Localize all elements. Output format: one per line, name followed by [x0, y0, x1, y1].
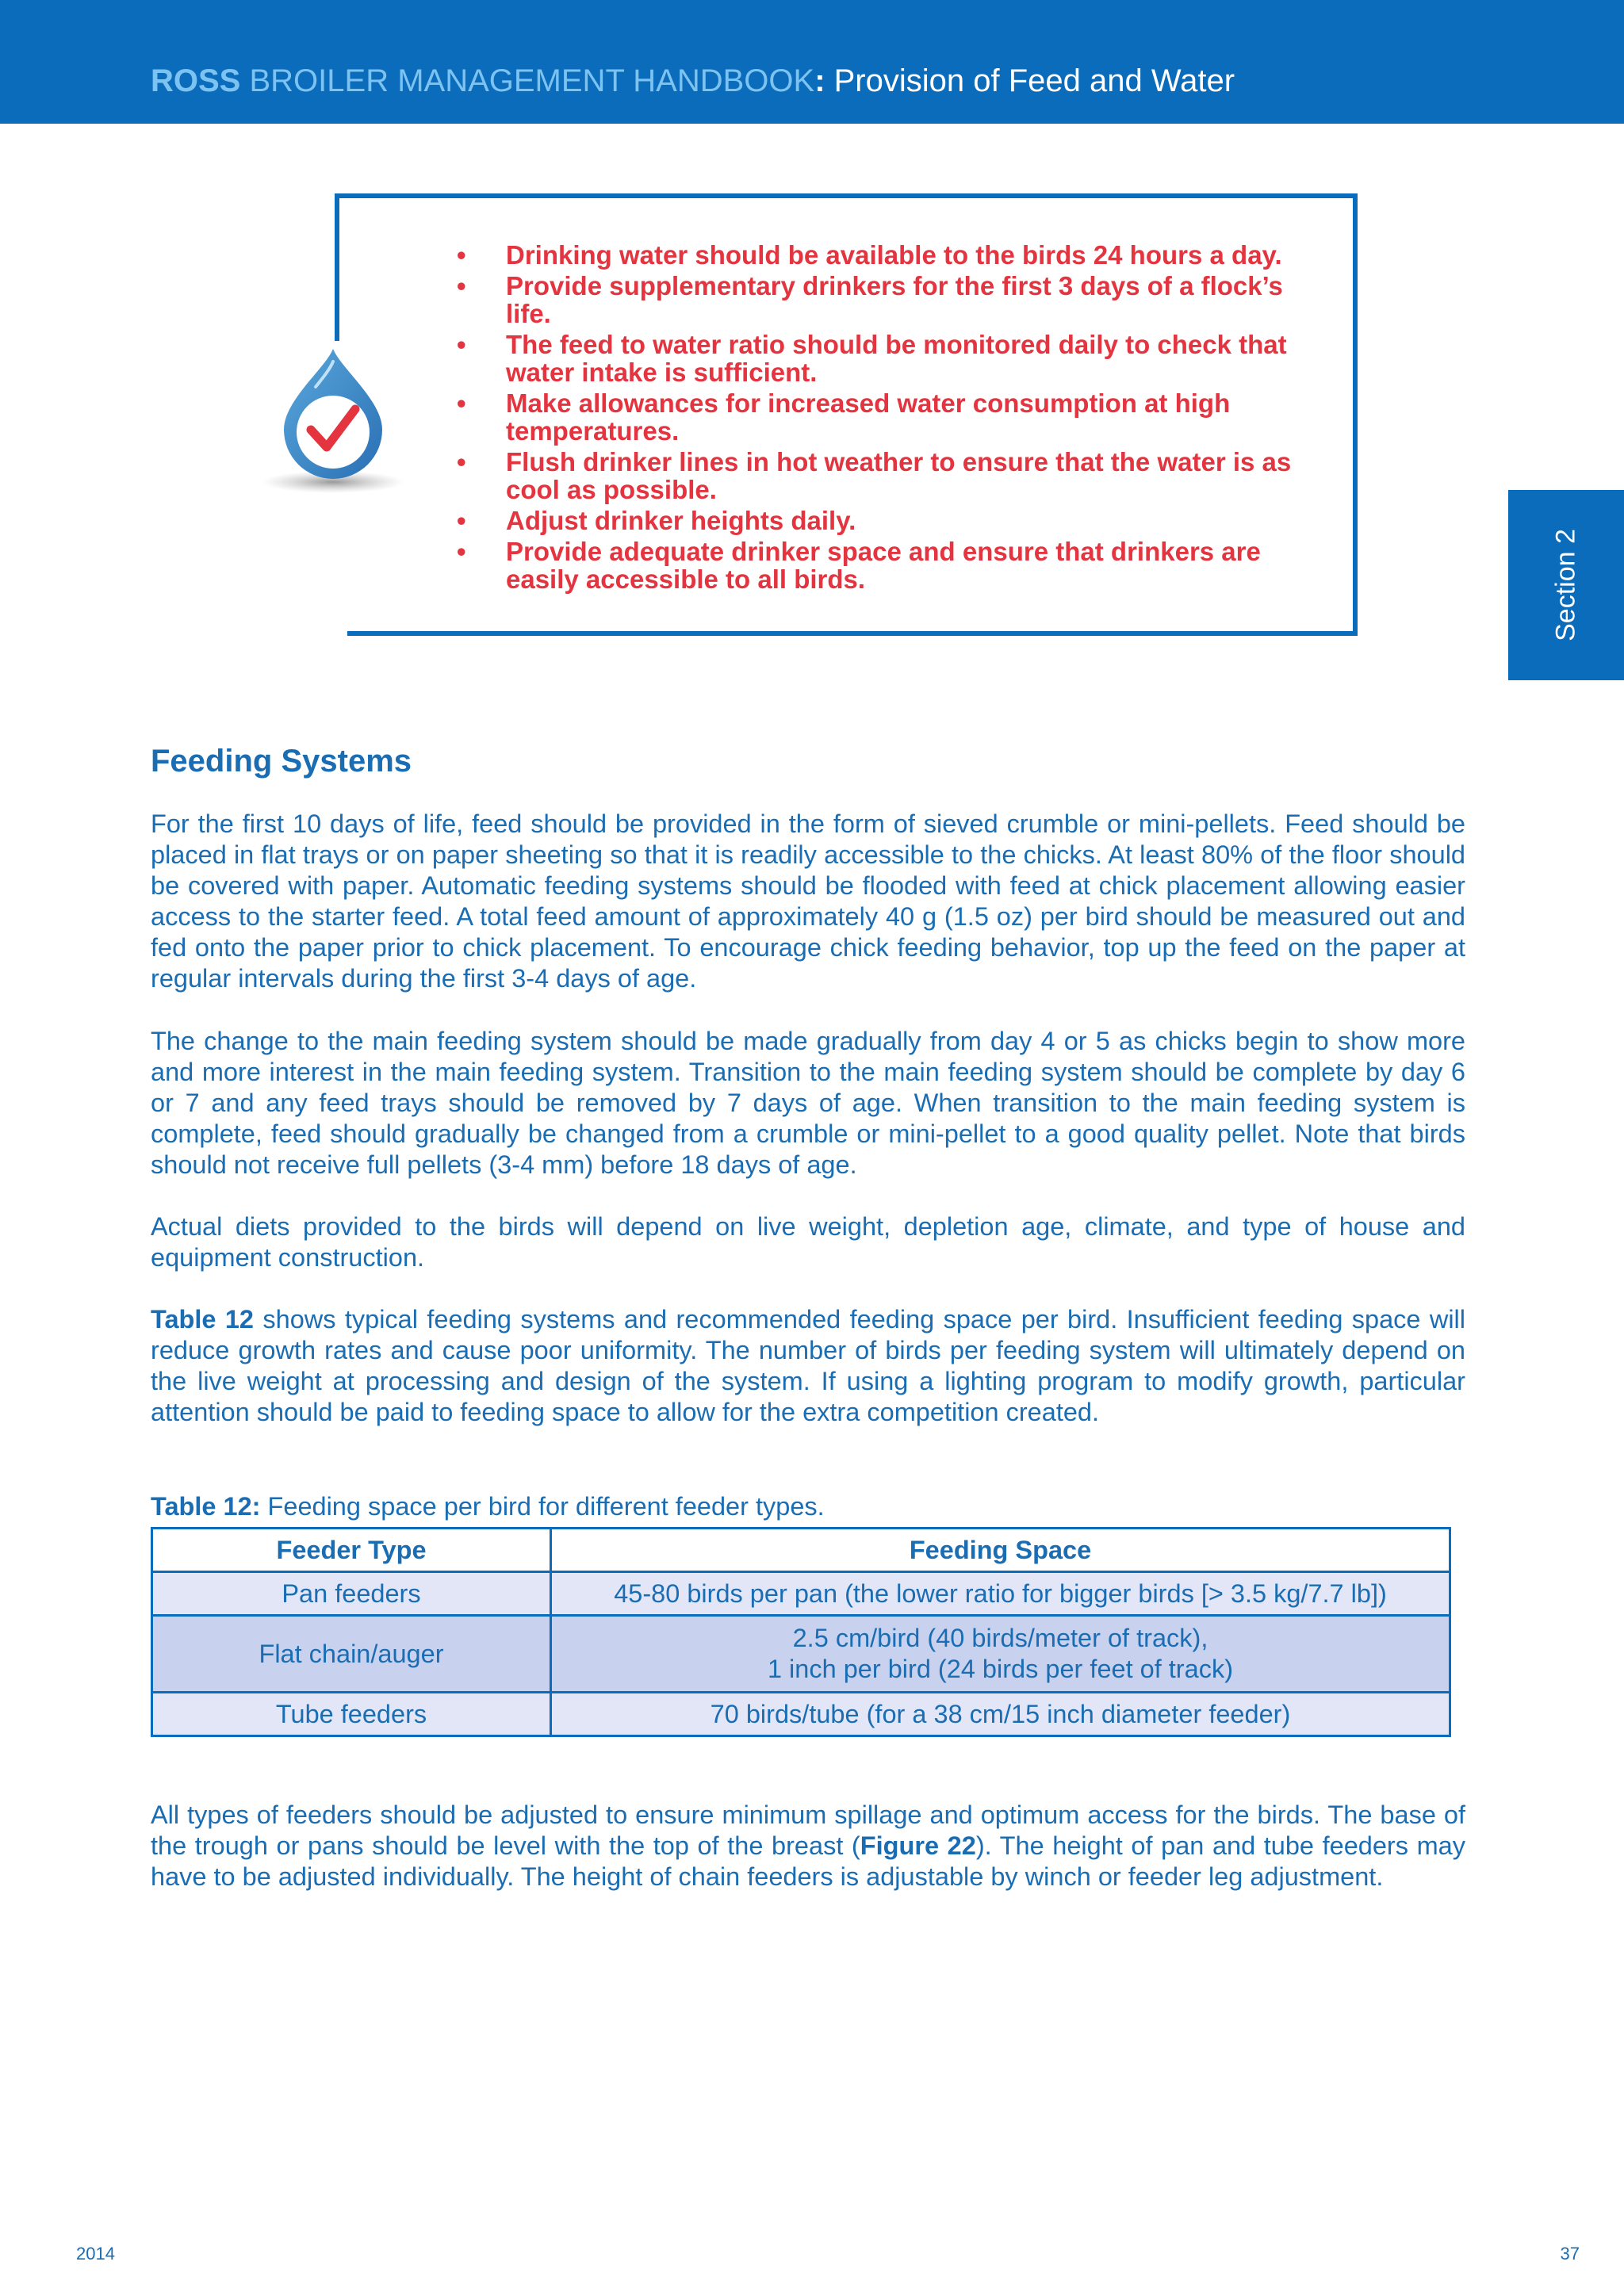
table-row [152, 1616, 1450, 1693]
key-point-item: • Flush drinker lines in hot weather to ensure that the water is as cool as possible. [457, 448, 1297, 503]
feeder-space-table [151, 1527, 1451, 1737]
table-header-row [152, 1529, 1450, 1572]
key-point-item: • Adjust drinker heights daily. [457, 507, 1297, 534]
section-tab [1508, 490, 1624, 680]
key-point-item: • Provide supplementary drinkers for the first 3 days of a flock’s life. [457, 272, 1297, 327]
table-cell-line: 45-80 birds per pan (the lower ratio for bigger birds [> 3.5 kg/7.7 lb]) [614, 1578, 1387, 1608]
table-cell-feeder-type: Flat chain/auger [152, 1616, 551, 1693]
header-page-title: Provision of Feed and Water [825, 63, 1235, 98]
paragraph [151, 1800, 1465, 1892]
water-drop-checkmark-icon [254, 333, 412, 515]
key-point-item: • Make allowances for increased water consumption at high temperatures. [457, 389, 1297, 445]
footer-year: 2014 [76, 2244, 115, 2263]
table-header-cell: Feeding Space [551, 1529, 1450, 1572]
paragraph [151, 1304, 1465, 1428]
table-cell-feeding-space [551, 1572, 1450, 1616]
table-caption-label: Table 12: [151, 1492, 261, 1521]
header-bar [0, 0, 1624, 124]
paragraph-text: All types of feeders should be adjusted to ensure minimum spillage and optimum access for the birds. The base of the trough or pans should be level with the top of the breast ( [151, 1800, 1465, 1860]
table-reference: Table 12 [151, 1305, 254, 1334]
paragraph: For the first 10 days of life, feed should be provided in the form of sieved crumble or mini-pellets. Feed should be placed in flat trays or on paper sheeting so that it is readily accessible to the chicks. At least 80% of the floor should be covered with paper. Automatic feeding systems should be flooded with feed at chick placement allowing easier access to the starter feed. A total feed amount of approximately 40 g (1.5 oz) per bird should be measured out and fed onto the paper prior to chick placement. To encourage chick feeding behavior, top up the feed on the paper at regular intervals during the first 3-4 days of age. [151, 809, 1465, 993]
table-caption [151, 1489, 825, 1524]
header-title [151, 62, 1235, 100]
table-cell-line: 1 inch per bird (24 birds per feet of track) [767, 1655, 1234, 1683]
paragraph-text: shows typical feeding systems and recommended feeding space per bird. Insufficient feeding space will reduce growth rates and cause poor uniformity. The number of birds per feeding system will ultimately depend on the live weight at processing and design of the system. If using a lighting program to modify growth, particular attention should be paid to feeding space to allow for the extra competition created. [151, 1305, 1465, 1426]
table-cell-feeding-space [551, 1616, 1450, 1693]
table-cell-feeder-type: Tube feeders [152, 1693, 551, 1736]
key-point-item: • Provide adequate drinker space and ensure that drinkers are easily accessible to all birds. [457, 538, 1297, 593]
table-row [152, 1572, 1450, 1616]
paragraph-text: ). The height of pan and tube feeders may have to be adjusted individually. The height of chain feeders is adjustable by winch or feeder leg adjustment. [151, 1831, 1465, 1891]
section-heading: Feeding Systems [151, 744, 412, 779]
table-cell-feeding-space [551, 1693, 1450, 1736]
header-book-title: BROILER MANAGEMENT HANDBOOK [240, 63, 815, 98]
key-points-list [457, 241, 1297, 596]
key-point-item: • Drinking water should be available to the birds 24 hours a day. [457, 241, 1297, 269]
table-cell-feeder-type: Pan feeders [152, 1572, 551, 1616]
table-cell-line: 2.5 cm/bird (40 birds/meter of track), [792, 1624, 1208, 1652]
table-row [152, 1693, 1450, 1736]
header-brand: ROSS [151, 63, 241, 98]
paragraph: Actual diets provided to the birds will depend on live weight, depletion age, climate, and type of house and equipment construction. [151, 1212, 1465, 1272]
figure-reference: Figure 22 [860, 1831, 976, 1860]
key-point-item: • The feed to water ratio should be monitored daily to check that water intake is sufficient. [457, 331, 1297, 386]
key-points-callout [335, 193, 1358, 636]
table-cell-line: 70 birds/tube (for a 38 cm/15 inch diameter feeder) [710, 1699, 1291, 1728]
header-colon: : [814, 63, 825, 98]
page-number: 37 [1560, 2244, 1580, 2263]
section-tab-label: Section 2 [1550, 529, 1581, 641]
table-caption-text: Feeding space per bird for different feeder types. [260, 1492, 825, 1521]
paragraph: The change to the main feeding system should be made gradually from day 4 or 5 as chicks begin to show more and more interest in the main feeding system. Transition to the main feeding system should be complete by day 6 or 7 and any feed trays should be removed by 7 days of age. When transition to the main feeding system is complete, feed should gradually be changed from a crumble or mini-pellet to a good quality pellet. Note that birds should not receive full pellets (3-4 mm) before 18 days of age. [151, 1027, 1465, 1179]
table-header-cell: Feeder Type [152, 1529, 551, 1572]
